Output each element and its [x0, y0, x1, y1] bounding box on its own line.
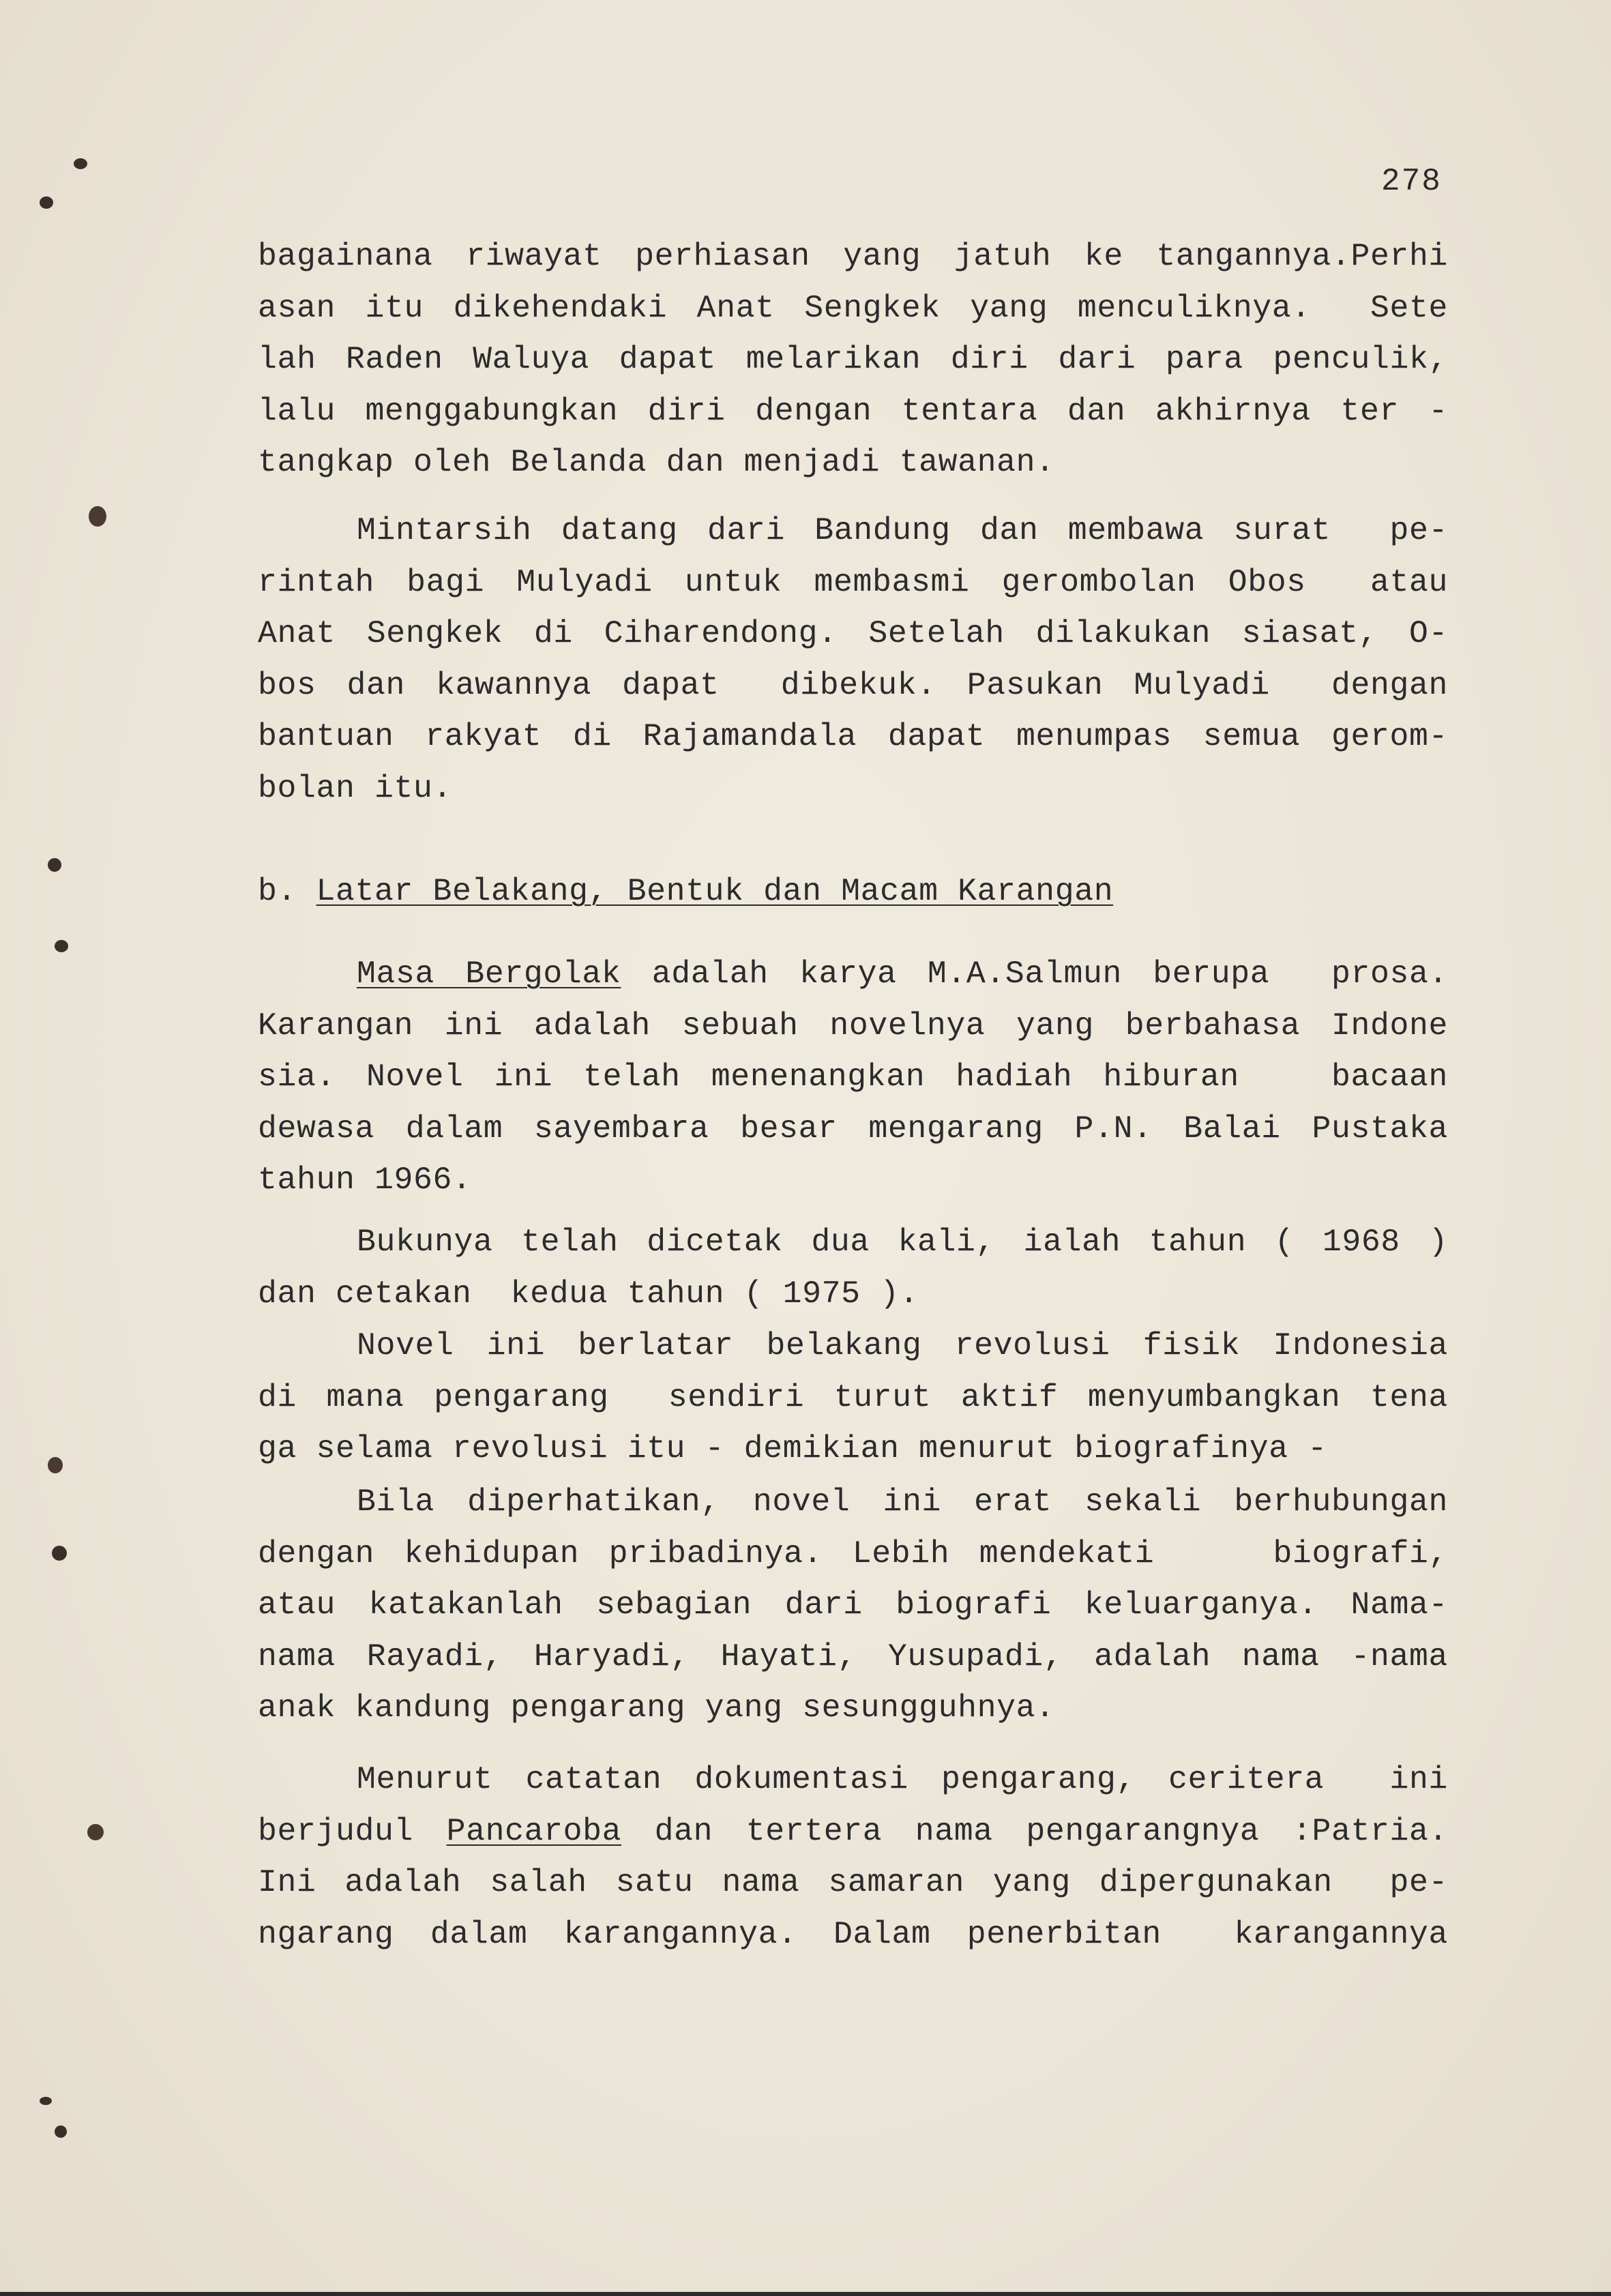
novel-title: Masa Bergolak [357, 956, 621, 992]
paragraph-2 [258, 505, 1448, 814]
section-heading [258, 873, 1113, 909]
text-segment: adalah karya M.A.Salmun berupa prosa. [621, 956, 1448, 992]
heading-prefix: b. [258, 873, 316, 909]
text-line: dewasa dalam sayembara besar mengarang P.N. Balai Pustaka [258, 1110, 1448, 1147]
stain-mark [40, 2097, 52, 2105]
stain-mark [55, 940, 68, 952]
text-line: atau katakanlah sebagian dari biografi keluarganya. Nama- [258, 1587, 1448, 1623]
text-line: ga selama revolusi itu - demikian menurut biografinya - [258, 1430, 1327, 1467]
text-line: lah Raden Waluya dapat melarikan diri dari para penculik, [258, 341, 1448, 377]
text-line: bagainana riwayat perhiasan yang jatuh ke tangannya.Perhi [258, 238, 1448, 274]
text-line: asan itu dikehendaki Anat Sengkek yang menculiknya. Sete [258, 289, 1448, 326]
text-line: di mana pengarang sendiri turut aktif menyumbangkan tena [258, 1379, 1448, 1415]
text-line: Ini adalah salah satu nama samaran yang dipergunakan pe- [258, 1864, 1448, 1900]
text-line: Bila diperhatikan, novel ini erat sekali berhubungan [357, 1484, 1448, 1520]
text-line: bos dan kawannya dapat dibekuk. Pasukan Mulyadi dengan [258, 666, 1448, 703]
paragraph-7 [258, 1754, 1448, 1960]
page-number: 278 [1381, 164, 1442, 199]
text-line: nama Rayadi, Haryadi, Hayati, Yusupadi, adalah nama -nama [258, 1638, 1448, 1675]
text-line: Bukunya telah dicetak dua kali, ialah tahun ( 1968 ) [357, 1224, 1448, 1260]
text-segment: berjudul [258, 1812, 447, 1849]
text-line: Menurut catatan dokumentasi pengarang, ceritera ini [357, 1761, 1448, 1797]
text-line: dan cetakan kedua tahun ( 1975 ). [258, 1275, 919, 1312]
text-line [258, 948, 1448, 1000]
stain-mark [89, 506, 106, 527]
stain-mark [52, 1546, 67, 1561]
text-line: bantuan rakyat di Rajamandala dapat menumpas semua gerom- [258, 718, 1448, 754]
paragraph-5 [258, 1320, 1448, 1475]
text-line [258, 1806, 1448, 1857]
text-line: lalu menggabungkan diri dengan tentara dan akhirnya ter - [258, 392, 1448, 429]
stain-mark [55, 2125, 67, 2138]
heading-title: Latar Belakang, Bentuk dan Macam Karangan [316, 873, 1114, 909]
stain-mark [74, 158, 87, 169]
text-line: dengan kehidupan pribadinya. Lebih mendekati biografi, [258, 1535, 1448, 1572]
text-line: anak kandung pengarang yang sesungguhnya. [258, 1690, 1055, 1726]
text-line: ngarang dalam karangannya. Dalam penerbitan karangannya [258, 1915, 1448, 1952]
stain-mark [87, 1824, 104, 1840]
text-line: rintah bagi Mulyadi untuk membasmi gerombolan Obos atau [258, 563, 1448, 600]
text-line: tangkap oleh Belanda dan menjadi tawanan. [258, 444, 1055, 480]
text-line: Karangan ini adalah sebuah novelnya yang berbahasa Indone [258, 1007, 1448, 1044]
stain-mark [48, 858, 61, 872]
text-line: tahun 1966. [258, 1162, 472, 1198]
paragraph-1 [258, 231, 1448, 488]
paragraph-6 [258, 1476, 1448, 1734]
text-line: Anat Sengkek di Ciharendong. Setelah dilakukan siasat, O- [258, 615, 1448, 651]
text-line: bolan itu. [258, 769, 453, 806]
paragraph-4 [258, 1216, 1448, 1319]
text-segment: dan tertera nama pengarangnya :Patria. [621, 1812, 1448, 1849]
paragraph-3 [258, 948, 1448, 1206]
stain-mark [40, 196, 53, 209]
scan-edge [0, 2292, 1611, 2296]
original-title: Pancaroba [446, 1812, 622, 1849]
stain-mark [48, 1457, 63, 1473]
text-line: Mintarsih datang dari Bandung dan membawa surat pe- [357, 512, 1448, 548]
text-line: sia. Novel ini telah menenangkan hadiah hiburan bacaan [258, 1059, 1448, 1095]
text-line: Novel ini berlatar belakang revolusi fisik Indonesia [357, 1327, 1448, 1364]
